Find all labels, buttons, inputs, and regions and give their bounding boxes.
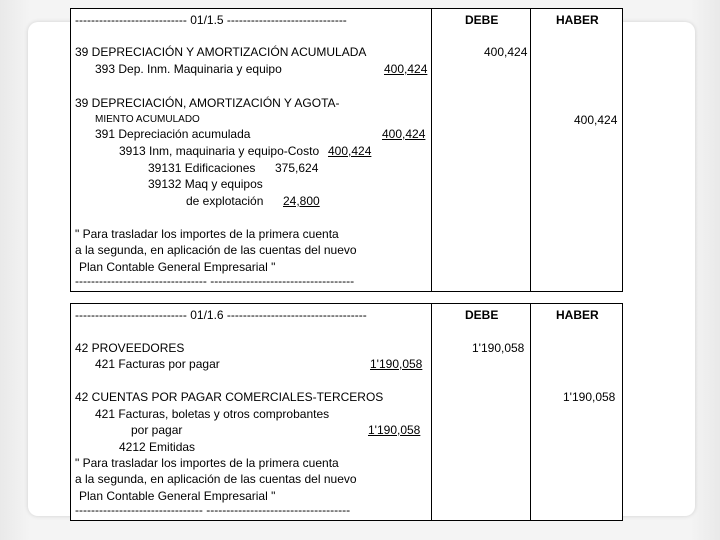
debe-amount: 400,424 xyxy=(484,45,528,59)
debe-amount: 1'190,058 xyxy=(472,341,525,355)
column-divider-debe xyxy=(431,304,432,520)
haber-column-header: HABER xyxy=(556,308,599,322)
subaccount-line: 393 Dep. Inm. Maquinaria y equipo xyxy=(95,62,282,76)
haber-column-header: HABER xyxy=(556,13,599,27)
subaccount-line: 39131 Edificaciones xyxy=(148,161,256,175)
debe-column-header: DEBE xyxy=(465,13,499,27)
subaccount-line: de explotación xyxy=(186,194,264,208)
entry-header: ---------------------------- 01/1.6 ----------------------------------- xyxy=(75,308,367,322)
subaccount-amount: 1'190,058 xyxy=(368,423,421,437)
subaccount-line: 391 Depreciación acumulada xyxy=(95,127,251,141)
gloss-line: " Para trasladar los importes de la primera cuenta xyxy=(75,456,339,470)
subaccount-line: 4212 Emitidas xyxy=(119,440,196,454)
subaccount-line: por pagar xyxy=(131,423,183,437)
account-line-continuation: MIENTO ACUMULADO xyxy=(95,114,200,125)
entry-header: ---------------------------- 01/1.5 ------------------------------ xyxy=(75,13,347,27)
gloss-line: Plan Contable General Empresarial " xyxy=(79,260,276,274)
subaccount-amount: 1'190,058 xyxy=(370,357,423,371)
subaccount-amount: 400,424 xyxy=(328,144,372,158)
debe-column-header: DEBE xyxy=(465,308,499,322)
entry-footer: -------------------------------- ------------------------------------ xyxy=(75,503,351,517)
account-line: 39 DEPRECIACIÓN, AMORTIZACIÓN Y AGOTA- xyxy=(75,96,340,110)
subaccount-line: 39132 Maq y equipos xyxy=(148,177,263,191)
entry-footer: --------------------------------- ------------------------------------ xyxy=(75,274,355,288)
gloss-line: " Para trasladar los importes de la primera cuenta xyxy=(75,227,339,241)
account-line: 39 DEPRECIACIÓN Y AMORTIZACIÓN ACUMULADA xyxy=(75,45,367,59)
account-line: 42 PROVEEDORES xyxy=(75,341,185,355)
journal-entry-2 xyxy=(70,303,623,521)
subaccount-amount: 400,424 xyxy=(384,62,428,76)
subaccount-line: 421 Facturas, boletas y otros comprobantes xyxy=(95,407,330,421)
column-divider-haber xyxy=(530,9,531,291)
haber-amount: 400,424 xyxy=(574,113,618,127)
gloss-line: a la segunda, en aplicación de las cuentas del nuevo xyxy=(75,243,357,257)
journal-entry-1 xyxy=(70,8,623,292)
subaccount-amount: 400,424 xyxy=(382,127,426,141)
gloss-line: a la segunda, en aplicación de las cuentas del nuevo xyxy=(75,472,357,486)
gloss-line: Plan Contable General Empresarial " xyxy=(79,489,276,503)
subaccount-amount: 375,624 xyxy=(275,161,319,175)
subaccount-line: 3913 Inm, maquinaria y equipo-Costo xyxy=(119,144,320,158)
column-divider-debe xyxy=(431,9,432,291)
subaccount-line: 421 Facturas por pagar xyxy=(95,357,220,371)
haber-amount: 1'190,058 xyxy=(563,390,616,404)
column-divider-haber xyxy=(530,304,531,520)
account-line: 42 CUENTAS POR PAGAR COMERCIALES-TERCEROS xyxy=(75,390,384,404)
subaccount-amount: 24,800 xyxy=(283,194,320,208)
